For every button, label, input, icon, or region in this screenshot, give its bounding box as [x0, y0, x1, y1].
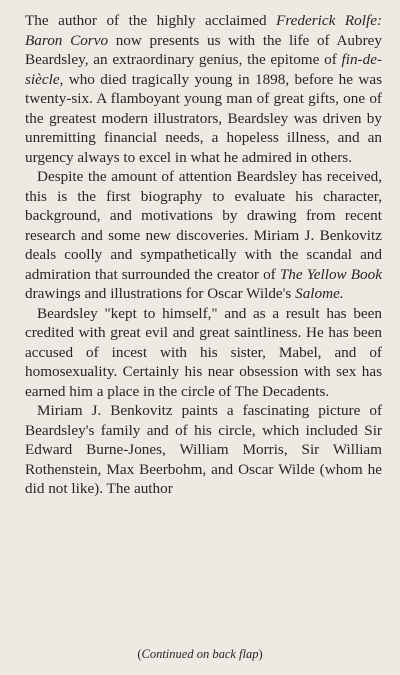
continued-note-open: (: [137, 647, 142, 661]
paragraph-p3: [25, 304, 382, 402]
flap-body-text: [25, 11, 382, 499]
body-text-segment: Beardsley "kept to himself," and as a result has been credited with great evil and great saintliness. He has been accused of incest with his sister, Mabel, and of homosexuality. Certainly his near obsession with sex has earned him a place in the circle of The Decadents.: [25, 304, 382, 400]
body-text-segment: The author of the highly acclaimed: [25, 12, 277, 29]
body-text-segment: now presents us with the life of Aubrey Beardsley, an extraordinary genius, the epitome of: [25, 31, 382, 68]
body-text-segment: Despite the amount of attention Beardsley has received, this is the first biography to evaluate his character, background, and motivations by drawing from recent research and some new discoveries. Miriam J. Benkovitz deals coolly and sympathetically with the scandal and admiration that surrounded the creator of: [25, 168, 382, 283]
italic-title-text: Salome.: [295, 285, 344, 302]
paragraph-p1: [25, 11, 382, 167]
body-text-segment: Miriam J. Benkovitz paints a fascinating picture of Beardsley's family and of his circle, which included Sir Edward Burne-Jones, William Morris, Sir William Rothenstein, Max Beerbohm, and Oscar Wilde (whom he did not like). The author: [25, 402, 382, 497]
italic-title-text: Frederick Rolfe: Baron Corvo: [25, 12, 382, 49]
italic-title-text: fin-de-siècle,: [25, 51, 382, 88]
paragraph-p2: [25, 167, 382, 304]
paragraph-p4: [25, 401, 382, 499]
continued-note-close: ): [258, 647, 263, 661]
continued-note-text: Continued on back flap: [141, 647, 259, 661]
body-text-segment: drawings and illustrations for Oscar Wilde's: [25, 285, 296, 302]
body-text-segment: who died tragically young in 1898, before he was twenty-six. A flamboyant young man of great gifts, one of the greatest modern illustrators, Beardsley was driven by unremitting financial needs, a hopeless illness, and an urgency always to excel in what he admired in others.: [25, 70, 382, 166]
continued-note: [0, 645, 400, 665]
italic-title-text: The Yellow Book: [279, 265, 382, 283]
